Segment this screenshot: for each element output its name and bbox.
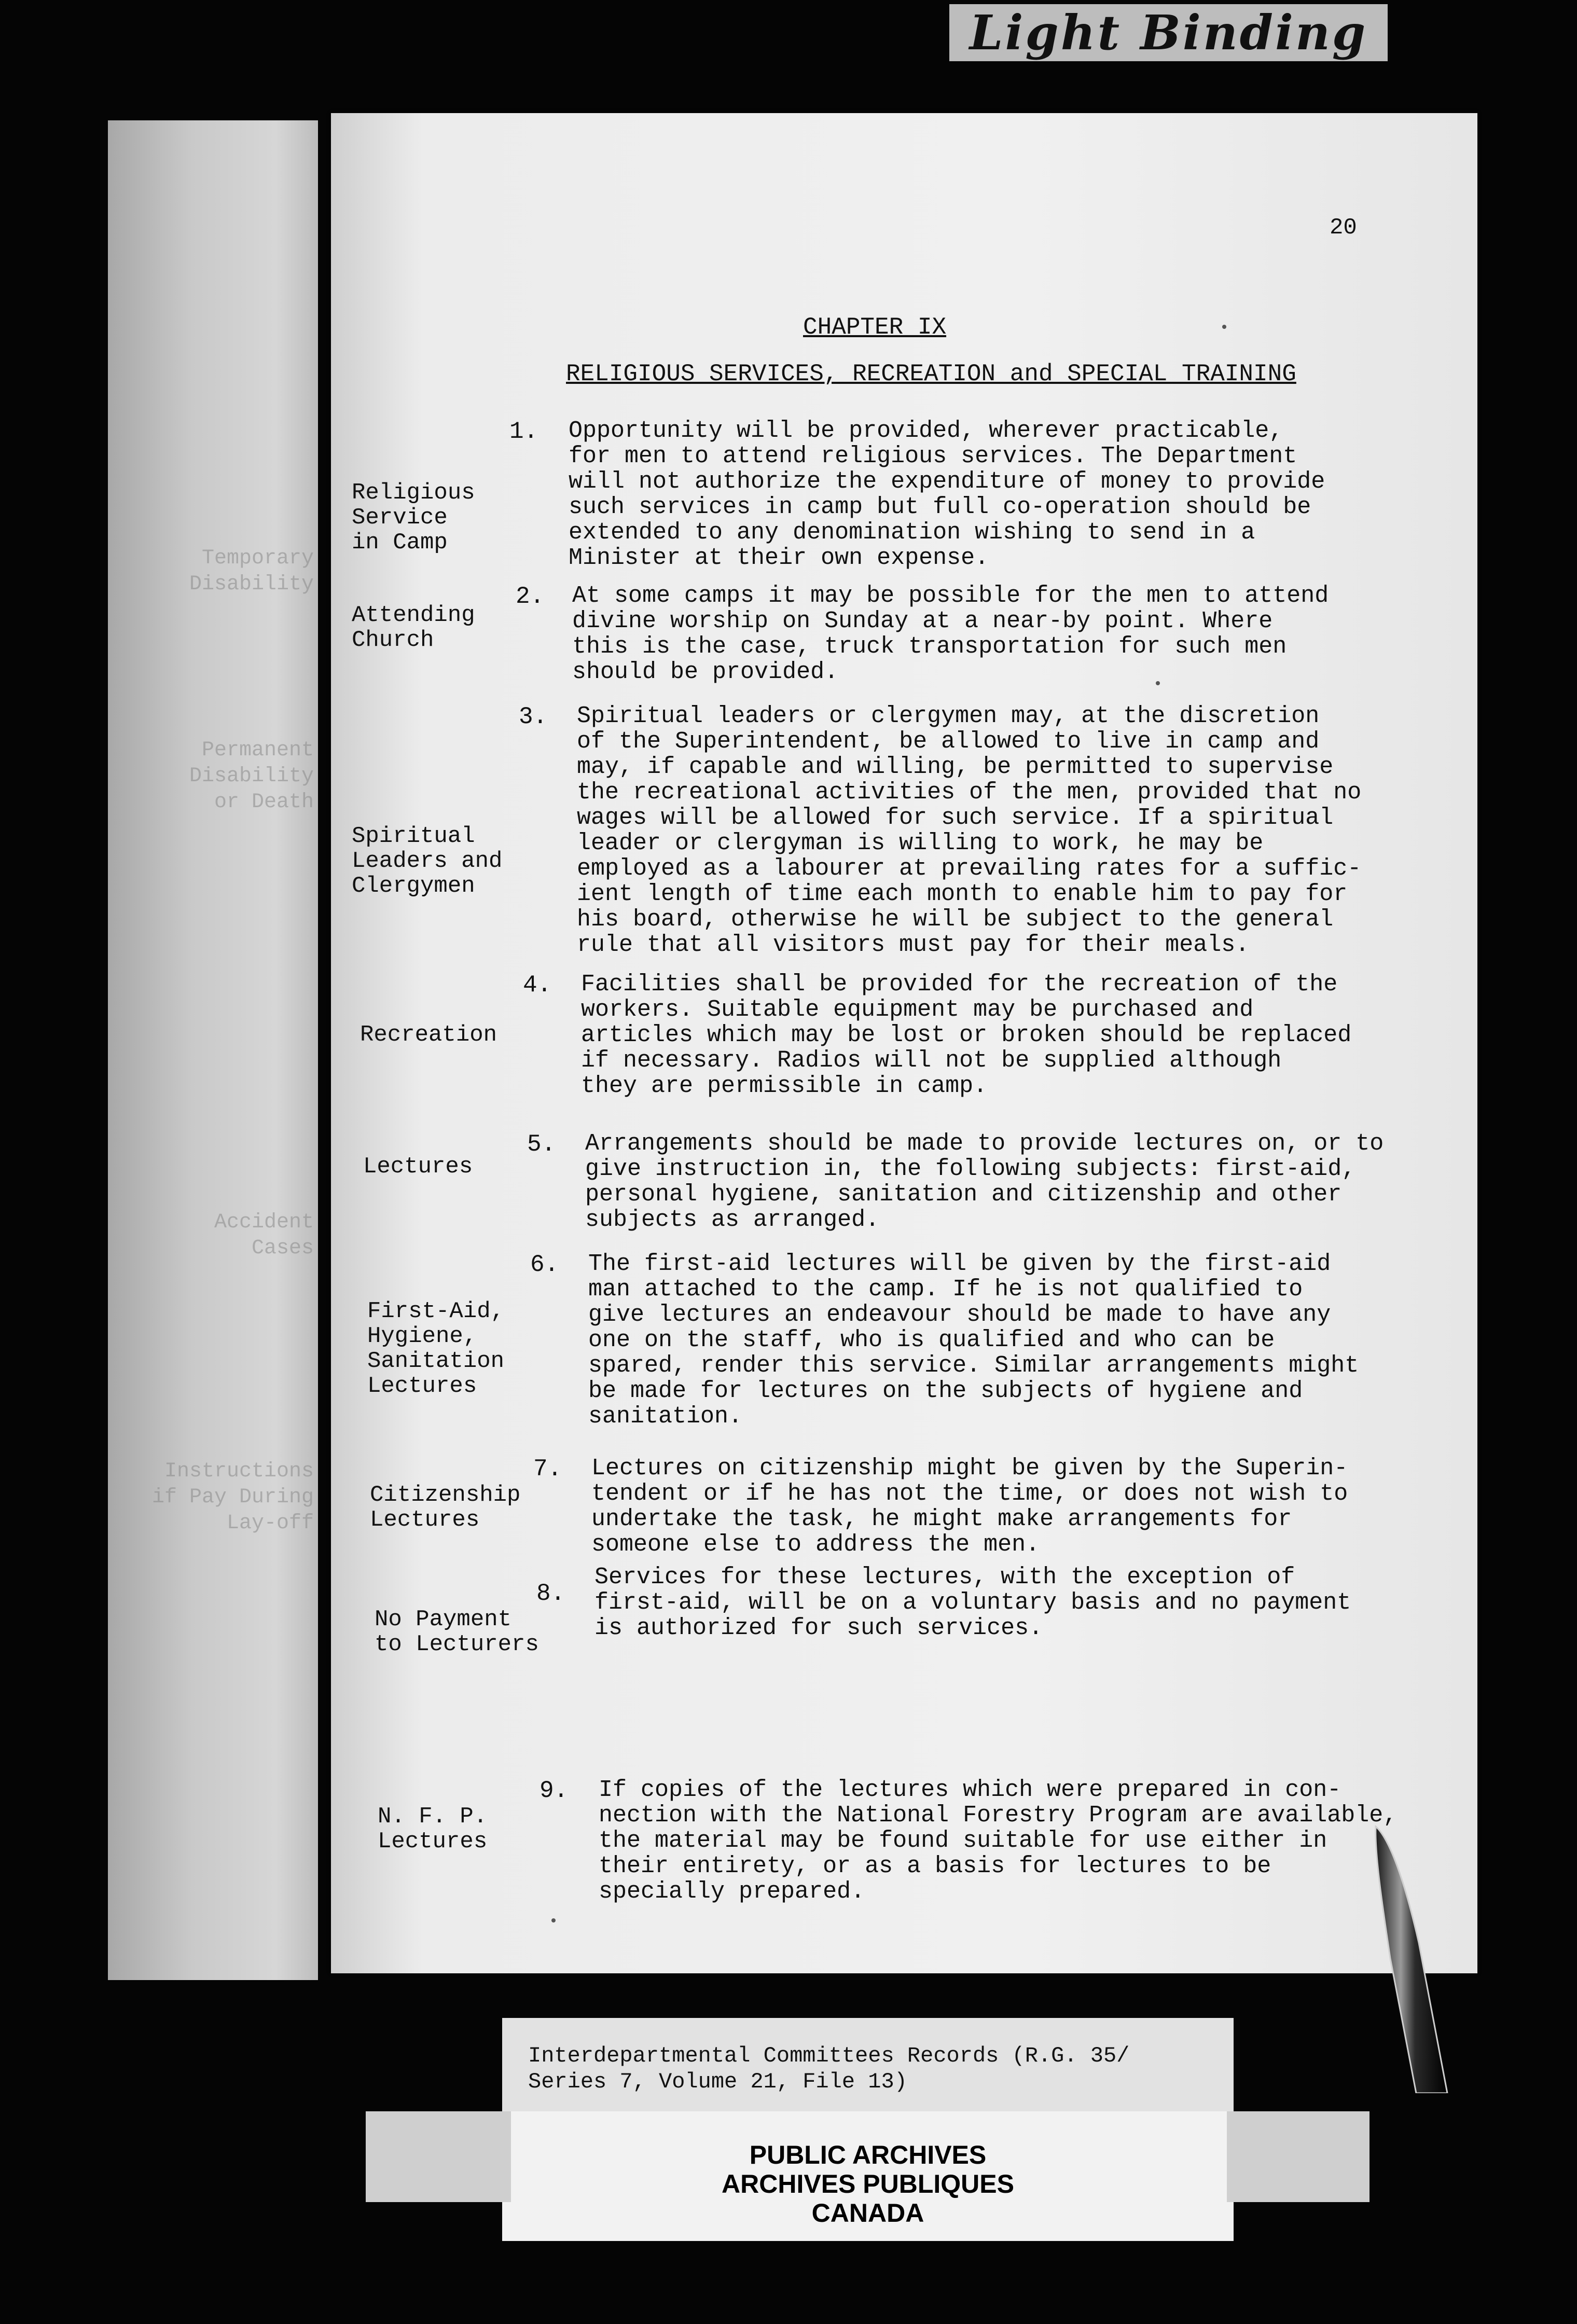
- side-heading-line: Recreation: [360, 1022, 497, 1048]
- paragraph-body: [591, 1456, 1473, 1557]
- marginalia-accident-cases: [214, 1210, 314, 1262]
- body-line: first-aid, will be on a voluntary basis and no payment: [594, 1589, 1351, 1616]
- body-line: The first-aid lectures will be given by the first-aid: [588, 1251, 1331, 1277]
- document-page: [331, 113, 1477, 1973]
- body-line: specially prepared.: [599, 1878, 865, 1905]
- body-line: Services for these lectures, with the exception of: [594, 1564, 1295, 1590]
- side-heading-line: N. F. P.: [378, 1804, 488, 1830]
- side-heading: [360, 1022, 526, 1047]
- body-line: tendent or if he has not the time, or does not wish to: [591, 1481, 1348, 1507]
- body-line: rule that all visitors must pay for their meals.: [577, 932, 1250, 958]
- body-line: extended to any denomination wishing to send in a: [569, 519, 1255, 546]
- side-heading-line: Church: [352, 627, 434, 653]
- body-line: subjects as arranged.: [585, 1207, 880, 1233]
- side-heading: [370, 1483, 546, 1532]
- body-line: personal hygiene, sanitation and citizenship and other: [585, 1181, 1342, 1208]
- side-heading-line: No Payment: [375, 1607, 512, 1633]
- card-tab-left: [366, 2111, 511, 2202]
- paragraph-body: [569, 418, 1450, 571]
- previous-page-edge: [108, 120, 318, 1980]
- body-line: Opportunity will be provided, wherever practicable,: [569, 418, 1283, 444]
- side-heading-line: Lectures: [367, 1373, 477, 1399]
- paragraph-body: [594, 1565, 1476, 1641]
- paragraph-body: [585, 1131, 1467, 1233]
- records-line: Interdepartmental Committees Records (R.G. 35/: [528, 2043, 1130, 2068]
- body-line: If copies of the lectures which were prepared in con-: [599, 1777, 1341, 1803]
- body-line: their entirety, or as a basis for lectures to be: [599, 1853, 1271, 1879]
- marginalia-line: Accident: [214, 1211, 314, 1234]
- pen-tip-icon: [1370, 1823, 1453, 2093]
- body-line: leader or clergyman is willing to work, he may be: [577, 830, 1264, 856]
- side-heading-line: to Lecturers: [375, 1631, 539, 1657]
- side-heading-line: Religious: [352, 480, 475, 506]
- body-line: Facilities shall be provided for the recreation of the: [581, 971, 1338, 998]
- marginalia-instructions: [152, 1459, 314, 1537]
- marginalia-line: Cases: [251, 1237, 314, 1260]
- side-heading: [375, 1607, 556, 1657]
- side-heading-line: Lectures: [370, 1507, 480, 1533]
- body-line: spared, render this service. Similar arrangements might: [588, 1352, 1359, 1379]
- side-heading-line: Leaders and: [352, 848, 503, 874]
- side-heading-line: Citizenship: [370, 1482, 521, 1508]
- chapter-heading: CHAPTER IX: [803, 314, 947, 341]
- body-line: someone else to address the men.: [591, 1531, 1040, 1558]
- body-line: articles which may be lost or broken should be replaced: [581, 1022, 1352, 1048]
- paragraph-number: 1.: [509, 418, 538, 445]
- marginalia-temporary-disability: [189, 546, 314, 598]
- body-line: At some camps it may be possible for the men to attend: [572, 583, 1329, 609]
- records-line: Series 7, Volume 21, File 13): [528, 2069, 907, 2094]
- side-heading-line: Hygiene,: [367, 1323, 477, 1349]
- marginalia-line: if Pay During: [151, 1486, 314, 1509]
- paragraph-body: [599, 1777, 1481, 1904]
- marginalia-line: Disability: [189, 765, 314, 788]
- body-line: be made for lectures on the subjects of hygiene and: [588, 1378, 1303, 1404]
- chapter-title: RELIGIOUS SERVICES, RECREATION and SPECIAL TRAINING: [566, 361, 1296, 388]
- marginalia-line: Instructions: [164, 1460, 314, 1483]
- body-line: the recreational activities of the men, provided that no: [577, 779, 1362, 806]
- body-line: will not authorize the expenditure of money to provide: [569, 468, 1325, 495]
- side-heading-line: in Camp: [352, 530, 448, 556]
- marginalia-permanent-disability: [189, 738, 314, 815]
- body-line: if necessary. Radios will not be supplied although: [581, 1047, 1282, 1074]
- paragraph-number: 9.: [540, 1777, 569, 1804]
- body-line: such services in camp but full co-operation should be: [569, 494, 1311, 520]
- side-heading: [352, 603, 518, 653]
- body-line: employed as a labourer at prevailing rates for a suffic-: [577, 855, 1362, 882]
- body-line: Arrangements should be made to provide lectures on, or to: [585, 1130, 1384, 1157]
- paragraph-number: 5.: [527, 1131, 556, 1158]
- body-line: nection with the National Forestry Program are available,: [599, 1802, 1398, 1829]
- body-line: is authorized for such services.: [594, 1615, 1043, 1641]
- side-heading-line: Sanitation: [367, 1348, 505, 1374]
- body-line: give lectures an endeavour should be made to have any: [588, 1302, 1331, 1328]
- body-line: ient length of time each month to enable him to pay for: [577, 881, 1348, 907]
- handwritten-label: Light Binding: [949, 4, 1388, 61]
- speck: [1222, 325, 1226, 329]
- marginalia-line: Permanent: [201, 739, 314, 762]
- archive-card: [502, 2018, 1234, 2241]
- body-line: may, if capable and willing, be permitted to supervise: [577, 754, 1334, 780]
- side-heading-line: Clergymen: [352, 873, 475, 899]
- paragraph-body: [581, 972, 1463, 1099]
- marginalia-line: Temporary: [201, 547, 314, 570]
- side-heading: [367, 1299, 533, 1399]
- archive-line: PUBLIC ARCHIVES: [749, 2140, 987, 2169]
- paragraph-number: 3.: [519, 703, 548, 730]
- body-line: for men to attend religious services. The Department: [569, 443, 1297, 469]
- page-number: 20: [1330, 215, 1357, 241]
- marginalia-line: Lay-off: [226, 1512, 314, 1535]
- archive-line: CANADA: [811, 2198, 924, 2228]
- side-heading-line: Lectures: [378, 1829, 488, 1855]
- paragraph-number: 8.: [536, 1580, 565, 1607]
- side-heading: [378, 1804, 544, 1854]
- paragraph-number: 6.: [530, 1251, 559, 1278]
- paragraph-body: [577, 703, 1459, 958]
- archive-line: ARCHIVES PUBLIQUES: [722, 2169, 1014, 2198]
- body-line: give instruction in, the following subjects: first-aid,: [585, 1156, 1356, 1182]
- body-line: Lectures on citizenship might be given by the Superin-: [591, 1455, 1348, 1482]
- side-heading-line: Lectures: [363, 1154, 473, 1180]
- paragraph-body: [588, 1251, 1470, 1429]
- side-heading: [352, 480, 518, 555]
- marginalia-line: Disability: [189, 573, 314, 596]
- body-line: one on the staff, who is qualified and who can be: [588, 1327, 1275, 1353]
- paragraph-number: 4.: [523, 972, 552, 999]
- records-label: [502, 2018, 1234, 2119]
- body-line: of the Superintendent, be allowed to live in camp and: [577, 728, 1320, 755]
- side-heading: [363, 1154, 529, 1179]
- paragraph-number: 2.: [516, 583, 545, 610]
- speck: [551, 1918, 556, 1922]
- paragraph-number: 7.: [533, 1456, 562, 1483]
- side-heading-line: Service: [352, 505, 448, 531]
- body-line: divine worship on Sunday at a near-by point. Where: [572, 608, 1273, 634]
- side-heading-line: Attending: [352, 602, 475, 628]
- side-heading-line: Spiritual: [352, 823, 475, 849]
- body-line: Spiritual leaders or clergymen may, at the discretion: [577, 703, 1320, 729]
- body-line: this is the case, truck transportation for such men: [572, 633, 1287, 660]
- side-heading-line: First-Aid,: [367, 1298, 505, 1324]
- body-line: they are permissible in camp.: [581, 1073, 988, 1099]
- body-line: Minister at their own expense.: [569, 545, 989, 571]
- body-line: his board, otherwise he will be subject to the general: [577, 906, 1334, 933]
- paragraph-body: [572, 583, 1454, 685]
- card-tab-right: [1227, 2111, 1370, 2202]
- body-line: wages will be allowed for such service. If a spiritual: [577, 805, 1334, 831]
- body-line: the material may be found suitable for use either in: [599, 1828, 1327, 1854]
- body-line: man attached to the camp. If he is not qualified to: [588, 1276, 1303, 1303]
- side-heading: [352, 824, 518, 898]
- body-line: undertake the task, he might make arrangements for: [591, 1506, 1292, 1532]
- body-line: workers. Suitable equipment may be purchased and: [581, 997, 1254, 1023]
- archive-stamp: [502, 2111, 1234, 2241]
- body-line: sanitation.: [588, 1403, 743, 1430]
- marginalia-line: or Death: [214, 791, 314, 814]
- body-line: should be provided.: [572, 659, 839, 685]
